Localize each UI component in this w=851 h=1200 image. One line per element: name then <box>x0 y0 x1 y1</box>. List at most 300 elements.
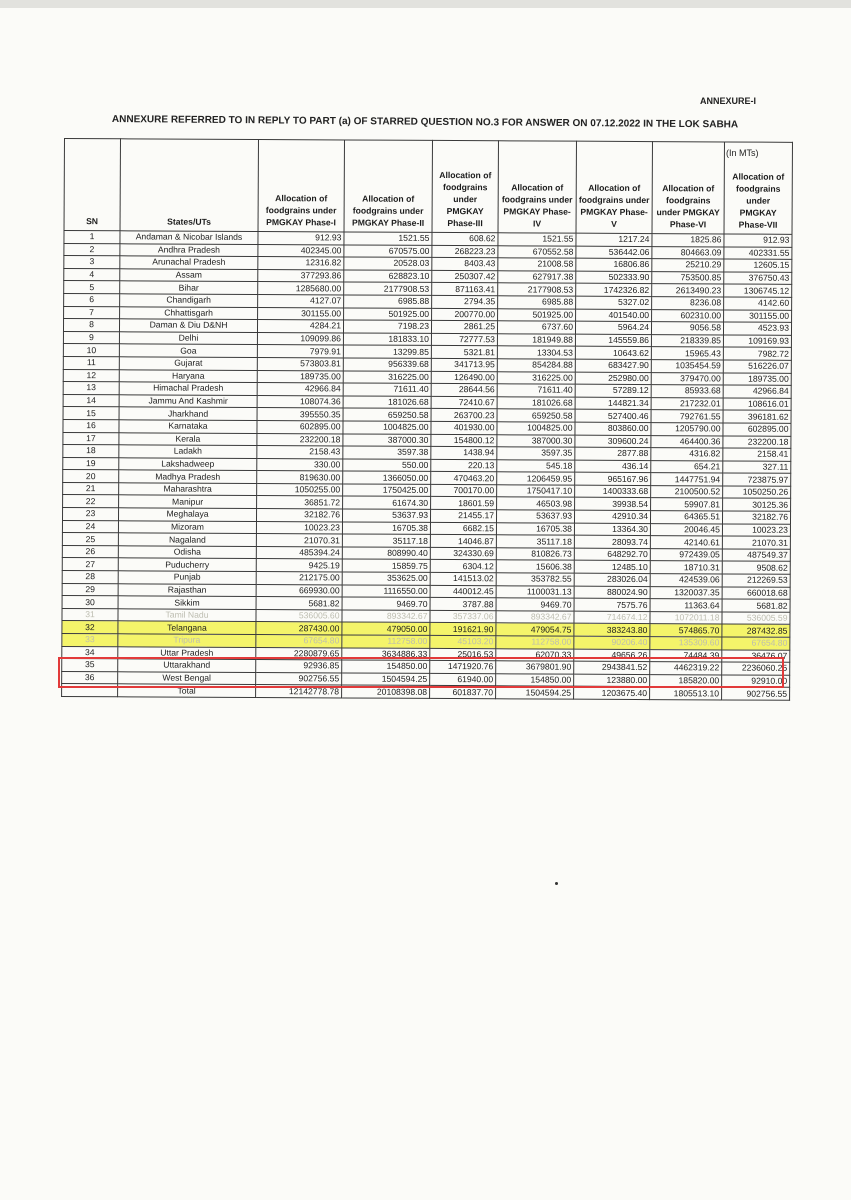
cell-value: 28093.74 <box>574 535 650 548</box>
cell-value: 217232.01 <box>651 397 723 410</box>
cell-value: 144821.34 <box>575 397 651 410</box>
cell-value: 309600.24 <box>575 435 651 448</box>
cell-sn: 15 <box>63 407 119 420</box>
cell-state: Tamil Nadu <box>118 609 256 622</box>
cell-state: Total <box>118 684 256 697</box>
cell-value: 10643.62 <box>575 347 651 360</box>
cell-state: Meghalaya <box>118 508 256 521</box>
cell-value: 880024.90 <box>574 586 650 599</box>
cell-value: 92910.00 <box>722 675 790 688</box>
cell-value: 1116550.00 <box>342 585 430 598</box>
cell-value: 487549.37 <box>722 549 790 562</box>
cell-sn: 11 <box>63 356 119 369</box>
cell-value: 527400.46 <box>575 409 651 422</box>
cell-value: 9469.70 <box>342 597 430 610</box>
cell-state: Odisha <box>118 546 256 559</box>
cell-value: 377293.86 <box>258 269 344 282</box>
cell-value: 12605.15 <box>724 259 792 272</box>
cell-value: 9469.70 <box>496 598 574 611</box>
cell-value: 7982.72 <box>723 347 791 360</box>
cell-sn: 30 <box>62 596 118 609</box>
cell-value: 287430.00 <box>256 622 342 635</box>
cell-sn: 23 <box>62 508 118 521</box>
cell-value: 574865.70 <box>650 624 722 637</box>
header-phase-7: Allocation of foodgrains under PMGKAY Phase-VII <box>724 142 792 234</box>
cell-value: 628823.10 <box>344 270 432 283</box>
cell-value: 252980.00 <box>575 372 651 385</box>
cell-value: 2177908.53 <box>344 282 432 295</box>
cell-value: 854284.88 <box>497 359 575 372</box>
header-state: States/UTs <box>120 139 258 232</box>
cell-value: 3679801.90 <box>496 661 574 674</box>
cell-sn: 17 <box>63 432 119 445</box>
cell-value: 4142.60 <box>724 297 792 310</box>
cell-value: 145559.86 <box>575 334 651 347</box>
cell-value: 2158.43 <box>257 446 343 459</box>
cell-value: 6682.15 <box>430 522 496 535</box>
cell-value: 753500.85 <box>652 271 724 284</box>
cell-value: 1050255.00 <box>257 483 343 496</box>
cell-state: Kerala <box>119 432 257 445</box>
cell-value: 1217.24 <box>576 233 652 246</box>
cell-state: Gujarat <box>119 357 257 370</box>
cell-value: 181949.88 <box>497 334 575 347</box>
cell-value: 1742326.82 <box>576 284 652 297</box>
cell-state: Himachal Pradesh <box>119 382 257 395</box>
cell-value: 792761.55 <box>651 410 723 423</box>
cell-value: 956339.68 <box>343 358 431 371</box>
cell-sn: 35 <box>62 659 118 672</box>
cell-state: Rajasthan <box>118 583 256 596</box>
cell-value: 20108398.08 <box>342 685 430 698</box>
cell-value: 3787.88 <box>430 598 496 611</box>
cell-value: 301155.00 <box>258 307 344 320</box>
cell-value: 700170.00 <box>431 484 497 497</box>
unit-note: (In MTs) <box>726 148 759 158</box>
cell-value: 1447751.94 <box>651 473 723 486</box>
cell-value: 109169.93 <box>723 335 791 348</box>
cell-value: 1825.86 <box>652 234 724 247</box>
cell-value: 516226.07 <box>723 360 791 373</box>
cell-value: 25016.53 <box>430 648 496 661</box>
cell-value: 659250.58 <box>343 408 431 421</box>
cell-value: 2613490.23 <box>652 284 724 297</box>
cell-value: 4316.82 <box>651 448 723 461</box>
cell-value: 154800.12 <box>431 434 497 447</box>
cell-value: 627917.38 <box>498 271 576 284</box>
cell-sn: 34 <box>62 646 118 659</box>
cell-state: Telangana <box>118 621 256 634</box>
cell-sn: 6 <box>64 293 120 306</box>
cell-value: 327.11 <box>723 461 791 474</box>
cell-value: 1320037.35 <box>650 586 722 599</box>
cell-value: 424539.06 <box>650 574 722 587</box>
cell-value: 401540.00 <box>576 309 652 322</box>
cell-value: 402331.55 <box>724 247 792 260</box>
cell-state: Jharkhand <box>119 407 257 420</box>
cell-value: 232200.18 <box>257 433 343 446</box>
cell-value: 602895.00 <box>257 420 343 433</box>
cell-value: 479050.00 <box>342 622 430 635</box>
cell-sn: 21 <box>63 482 119 495</box>
cell-state: Mizoram <box>118 520 256 533</box>
cell-state: Andaman & Nicobar Islands <box>120 231 258 244</box>
cell-sn: 12 <box>63 369 119 382</box>
cell-state: Ladakh <box>119 445 257 458</box>
cell-value: 12142778.78 <box>256 685 342 698</box>
cell-value: 112758.00 <box>342 635 430 648</box>
cell-value: 9056.58 <box>651 322 723 335</box>
cell-value: 21070.31 <box>256 534 342 547</box>
cell-state: Chandigarh <box>120 294 258 307</box>
cell-sn: 3 <box>64 256 120 269</box>
cell-value: 15965.43 <box>651 347 723 360</box>
cell-value: 316225.00 <box>497 371 575 384</box>
cell-value: 57289.12 <box>575 384 651 397</box>
cell-value: 601837.70 <box>430 686 496 699</box>
cell-value: 218339.85 <box>651 334 723 347</box>
scan-edge <box>0 0 851 8</box>
cell-value: 53637.93 <box>342 509 430 522</box>
cell-value: 1504594.25 <box>342 673 430 686</box>
cell-state: Puducherry <box>118 558 256 571</box>
cell-value: 803860.00 <box>575 422 651 435</box>
cell-value: 402345.00 <box>258 244 344 257</box>
cell-value: 72777.53 <box>431 333 497 346</box>
cell-value: 9508.62 <box>722 561 790 574</box>
cell-state: Nagaland <box>118 533 256 546</box>
cell-value: 21070.31 <box>722 536 790 549</box>
cell-value: 5964.24 <box>575 321 651 334</box>
cell-value: 330.00 <box>257 458 343 471</box>
cell-value: 608.62 <box>432 232 498 245</box>
cell-value: 4127.07 <box>258 294 344 307</box>
cell-state: Chhattisgarh <box>120 306 258 319</box>
cell-value: 683427.90 <box>575 359 651 372</box>
cell-value: 185820.00 <box>650 674 722 687</box>
cell-state: West Bengal <box>118 672 256 685</box>
cell-value: 10023.23 <box>722 524 790 537</box>
cell-sn: 24 <box>62 520 118 533</box>
cell-value: 7979.91 <box>257 345 343 358</box>
cell-value: 479054.75 <box>496 623 574 636</box>
cell-value: 8403.43 <box>432 258 498 271</box>
cell-value: 6985.88 <box>498 296 576 309</box>
cell-value: 1100031.13 <box>496 585 574 598</box>
cell-value: 602895.00 <box>723 423 791 436</box>
cell-value: 659250.58 <box>497 409 575 422</box>
cell-value: 283026.04 <box>574 573 650 586</box>
header-row <box>64 139 792 235</box>
cell-value: 189735.00 <box>723 372 791 385</box>
cell-value: 71611.40 <box>343 383 431 396</box>
cell-value: 301155.00 <box>724 310 792 323</box>
cell-value: 1035454.59 <box>651 360 723 373</box>
cell-value: 42966.84 <box>723 385 791 398</box>
cell-value: 1805513.10 <box>650 687 722 700</box>
cell-sn: 28 <box>62 571 118 584</box>
cell-value: 1438.94 <box>431 447 497 460</box>
cell-sn: 13 <box>63 382 119 395</box>
cell-value: 2177908.53 <box>498 283 576 296</box>
cell-value: 268223.23 <box>432 245 498 258</box>
cell-value: 536005.59 <box>722 612 790 625</box>
cell-value: 36851.72 <box>257 496 343 509</box>
cell-value: 6737.60 <box>497 321 575 334</box>
cell-value: 2280879.65 <box>256 647 342 660</box>
cell-value: 18710.31 <box>650 561 722 574</box>
header-phase-2: Allocation of foodgrains under PMGKAY Phase-II <box>344 140 432 232</box>
cell-value: 11363.64 <box>650 599 722 612</box>
cell-sn: 7 <box>64 306 120 319</box>
header-phase-3: Allocation of foodgrains under PMGKAY Phase-III <box>432 140 498 232</box>
cell-value: 53637.93 <box>496 510 574 523</box>
cell-value: 804663.09 <box>652 246 724 259</box>
cell-value: 501925.00 <box>498 308 576 321</box>
cell-value: 723875.97 <box>723 473 791 486</box>
cell-value: 62070.33 <box>496 648 574 661</box>
annexure-label: ANNEXURE-I <box>700 96 757 106</box>
cell-value: 808990.40 <box>342 547 430 560</box>
cell-state: Karnataka <box>119 420 257 433</box>
cell-value: 263700.23 <box>431 409 497 422</box>
cell-sn: 26 <box>62 545 118 558</box>
cell-value: 220.13 <box>431 459 497 472</box>
cell-value: 464400.36 <box>651 435 723 448</box>
cell-value: 440012.45 <box>430 585 496 598</box>
cell-value: 8236.08 <box>652 297 724 310</box>
cell-sn: 29 <box>62 583 118 596</box>
cell-value: 35117.18 <box>496 535 574 548</box>
cell-value: 316225.00 <box>343 370 431 383</box>
cell-value: 5681.82 <box>722 599 790 612</box>
cell-value: 7198.23 <box>343 320 431 333</box>
cell-value: 6985.88 <box>344 295 432 308</box>
cell-value: 287432.85 <box>722 624 790 637</box>
cell-value: 654.21 <box>651 460 723 473</box>
cell-state: Andhra Pradesh <box>120 243 258 256</box>
cell-value: 324330.69 <box>430 547 496 560</box>
cell-value: 1750425.00 <box>343 484 431 497</box>
cell-state: Jammu And Kashmir <box>119 395 257 408</box>
cell-sn: 27 <box>62 558 118 571</box>
cell-value: 92936.85 <box>256 660 342 673</box>
cell-state: Lakshadweep <box>119 457 257 470</box>
cell-value: 1004825.00 <box>497 422 575 435</box>
cell-value: 5681.82 <box>256 597 342 610</box>
cell-value: 12485.10 <box>574 561 650 574</box>
cell-value: 25210.29 <box>652 259 724 272</box>
cell-value: 21008.58 <box>498 258 576 271</box>
cell-value: 4284.21 <box>257 320 343 333</box>
cell-value: 387000.30 <box>343 433 431 446</box>
cell-state: Tripura <box>118 634 256 647</box>
cell-value: 602310.00 <box>652 309 724 322</box>
cell-value: 16806.86 <box>576 258 652 271</box>
cell-state: Assam <box>120 269 258 282</box>
cell-value: 871163.41 <box>432 283 498 296</box>
cell-value: 212269.53 <box>722 574 790 587</box>
cell-value: 2861.25 <box>431 321 497 334</box>
cell-value: 112758.00 <box>496 636 574 649</box>
cell-value: 189735.00 <box>257 370 343 383</box>
cell-sn <box>62 684 118 697</box>
cell-value: 67654.80 <box>722 637 790 650</box>
header-phase-5: Allocation of foodgrains under PMGKAY Phase-V <box>576 141 652 233</box>
cell-value: 191621.90 <box>430 623 496 636</box>
cell-value: 15606.38 <box>496 560 574 573</box>
cell-value: 18601.59 <box>431 497 497 510</box>
cell-state: Haryana <box>119 369 257 382</box>
cell-value: 648292.70 <box>574 548 650 561</box>
cell-value: 485394.24 <box>256 546 342 559</box>
cell-value: 6304.12 <box>430 560 496 573</box>
cell-value: 61674.30 <box>343 496 431 509</box>
cell-value: 20528.03 <box>344 257 432 270</box>
cell-value: 154850.00 <box>496 674 574 687</box>
cell-value: 1072011.18 <box>650 611 722 624</box>
cell-value: 902756.55 <box>722 687 790 700</box>
cell-value: 74484.39 <box>650 649 722 662</box>
cell-value: 64365.51 <box>650 511 722 524</box>
cell-value: 893342.67 <box>342 610 430 623</box>
cell-value: 1521.55 <box>498 233 576 246</box>
cell-state: Uttar Pradesh <box>118 646 256 659</box>
cell-sn: 31 <box>62 608 118 621</box>
cell-value: 669930.00 <box>256 584 342 597</box>
cell-value: 401930.00 <box>431 421 497 434</box>
cell-value: 357337.06 <box>430 610 496 623</box>
cell-state: Uttarakhand <box>118 659 256 672</box>
cell-value: 108616.01 <box>723 398 791 411</box>
cell-value: 2877.88 <box>575 447 651 460</box>
cell-sn: 32 <box>62 621 118 634</box>
cell-state: Arunachal Pradesh <box>120 256 258 269</box>
cell-value: 1750417.10 <box>497 485 575 498</box>
cell-value: 7575.76 <box>574 598 650 611</box>
cell-value: 20046.45 <box>650 523 722 536</box>
cell-value: 15859.75 <box>342 559 430 572</box>
cell-value: 181026.68 <box>343 396 431 409</box>
cell-state: Delhi <box>119 332 257 345</box>
cell-value: 1205790.00 <box>651 422 723 435</box>
cell-state: Manipur <box>119 495 257 508</box>
cell-value: 387000.30 <box>497 434 575 447</box>
cell-value: 46503.98 <box>497 497 575 510</box>
cell-value: 12316.82 <box>258 257 344 270</box>
cell-value: 379470.00 <box>651 372 723 385</box>
cell-value: 141513.02 <box>430 572 496 585</box>
cell-value: 376750.43 <box>724 272 792 285</box>
cell-sn: 25 <box>62 533 118 546</box>
table-body <box>62 231 792 701</box>
cell-value: 912.93 <box>258 232 344 245</box>
scan-speck <box>555 882 558 885</box>
cell-value: 35117.18 <box>342 534 430 547</box>
cell-value: 902756.55 <box>256 672 342 685</box>
cell-value: 573803.81 <box>257 357 343 370</box>
cell-value: 3597.38 <box>343 446 431 459</box>
cell-value: 85933.68 <box>651 385 723 398</box>
cell-value: 250307.42 <box>432 270 498 283</box>
cell-value: 660018.68 <box>722 587 790 600</box>
cell-value: 16705.38 <box>496 522 574 535</box>
cell-value: 71611.40 <box>497 384 575 397</box>
allocation-table <box>61 138 793 701</box>
cell-value: 383243.80 <box>574 624 650 637</box>
cell-value: 42910.34 <box>574 510 650 523</box>
cell-value: 181026.68 <box>497 396 575 409</box>
cell-state: Punjab <box>118 571 256 584</box>
cell-value: 1504594.25 <box>496 686 574 699</box>
cell-value: 470463.20 <box>431 472 497 485</box>
cell-value: 810826.73 <box>496 548 574 561</box>
cell-value: 353782.55 <box>496 573 574 586</box>
cell-value: 154850.00 <box>342 660 430 673</box>
cell-sn: 19 <box>63 457 119 470</box>
cell-value: 3597.35 <box>497 447 575 460</box>
document-heading: ANNEXURE REFERRED TO IN REPLY TO PART (a) OF STARRED QUESTION NO.3 FOR ANSWER ON 07.12.2022 IN THE LOK SABHA <box>111 114 739 131</box>
cell-value: 502333.90 <box>576 271 652 284</box>
cell-sn: 8 <box>63 319 119 332</box>
cell-value: 893342.67 <box>496 611 574 624</box>
cell-sn: 9 <box>63 331 119 344</box>
cell-value: 550.00 <box>343 459 431 472</box>
cell-value: 501925.00 <box>344 308 432 321</box>
cell-sn: 4 <box>64 268 120 281</box>
cell-value: 1306745.12 <box>724 284 792 297</box>
header-sn: SN <box>64 139 120 231</box>
header-phase-1: Allocation of foodgrains under PMGKAY Phase-I <box>258 140 344 232</box>
cell-value: 341713.95 <box>431 358 497 371</box>
cell-value: 1521.55 <box>344 232 432 245</box>
cell-value: 5321.81 <box>431 346 497 359</box>
cell-sn: 22 <box>63 495 119 508</box>
cell-value: 13364.30 <box>574 523 650 536</box>
cell-value: 200770.00 <box>432 308 498 321</box>
cell-value: 16705.38 <box>342 522 430 535</box>
cell-value: 36476.07 <box>722 650 790 663</box>
cell-value: 1203675.40 <box>574 687 650 700</box>
cell-value: 395550.35 <box>257 408 343 421</box>
cell-value: 13304.53 <box>497 346 575 359</box>
cell-sn: 33 <box>62 633 118 646</box>
cell-value: 90206.40 <box>574 636 650 649</box>
table-row <box>62 684 790 700</box>
cell-value: 1366050.00 <box>343 471 431 484</box>
cell-value: 21455.17 <box>430 509 496 522</box>
cell-sn: 16 <box>63 419 119 432</box>
cell-value: 135309.60 <box>650 637 722 650</box>
cell-value: 1285680.00 <box>258 282 344 295</box>
cell-value: 1050250.26 <box>723 486 791 499</box>
cell-value: 2236060.25 <box>722 662 790 675</box>
cell-value: 1400333.68 <box>575 485 651 498</box>
cell-sn: 36 <box>62 671 118 684</box>
cell-value: 5327.02 <box>576 296 652 309</box>
cell-value: 819630.00 <box>257 471 343 484</box>
cell-value: 72410.67 <box>431 396 497 409</box>
cell-value: 32182.76 <box>722 511 790 524</box>
cell-value: 61940.00 <box>430 673 496 686</box>
cell-value: 59907.81 <box>651 498 723 511</box>
cell-value: 42966.84 <box>257 383 343 396</box>
cell-sn: 18 <box>63 445 119 458</box>
cell-value: 3634886.33 <box>342 648 430 661</box>
cell-value: 670552.58 <box>498 245 576 258</box>
cell-state: Maharashtra <box>119 483 257 496</box>
cell-state: Sikkim <box>118 596 256 609</box>
